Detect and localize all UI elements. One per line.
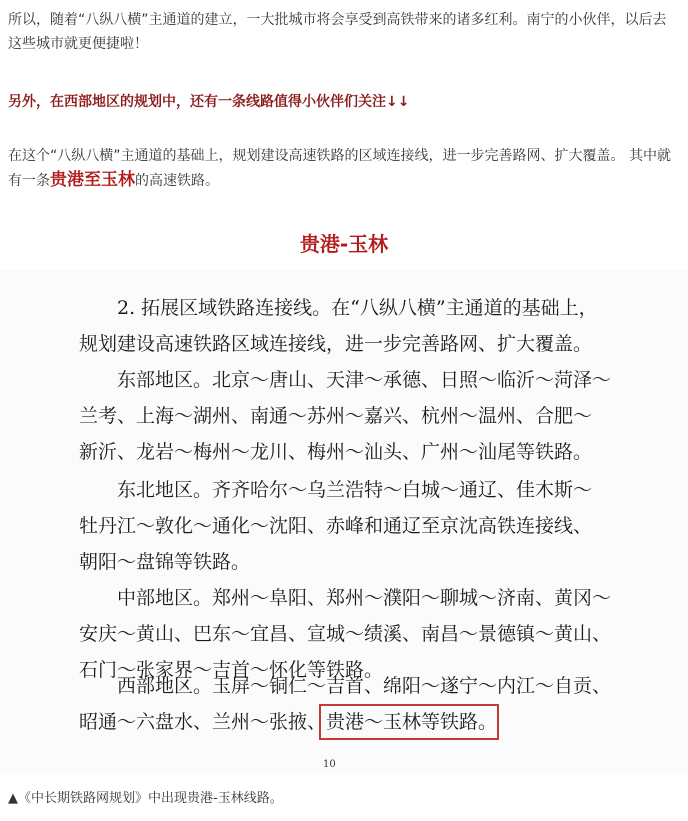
scan-line: 西部地区。玉屏～铜仁～吉首、绵阳～遂宁～内江～自贡、 [117,675,612,697]
scan-line: 兰考、上海～湖州、南通～苏州～嘉兴、杭州～温州、合肥～ [79,405,593,427]
intro-paragraph-3 [8,144,680,193]
image-caption: ▲《中长期铁路网规划》中出现贵港-玉林线路。 [8,791,283,806]
document-scan-image [0,270,688,775]
scan-line: 东部地区。北京～唐山、天津～承德、日照～临沂～菏泽～ [117,369,612,391]
scan-line: 规划建设高速铁路区域连接线，进一步完善路网、扩大覆盖。 [79,333,593,355]
section-title: 贵港-玉林 [299,232,389,256]
intro-paragraph-3-before: 在这个“八纵八横”主通道的基础上，规划建设高速铁路的区域连接线，进一步完善路网、扩大覆盖。 其中就有一条 [8,148,671,189]
route-highlight-box [319,704,499,740]
intro-paragraph-2: 另外，在西部地区的规划中，还有一条线路值得小伙伴们关注↓↓ [8,94,410,110]
scan-line: 东北地区。齐齐哈尔～乌兰浩特～白城～通辽、佳木斯～ [117,479,593,501]
scan-line: 石门～张家界～吉首～怀化等铁路。 [79,659,384,681]
intro-paragraph-1: 所以，随着“八纵八横”主通道的建立，一大批城市将会享受到高铁带来的诸多红利。南宁的小伙伴，以后去这些城市就更便捷啦！ [8,12,667,52]
scan-line: 2. 拓展区域铁路连接线。在“八纵八横”主通道的基础上， [117,297,598,319]
scan-line: 新沂、龙岩～梅州～龙川、梅州～汕头、广州～汕尾等铁路。 [79,441,593,463]
scan-line: 牡丹江～敦化～通化～沈阳、赤峰和通辽至京沈高铁连接线、 [79,515,593,537]
intro-paragraph-3-after: 的高速铁路。 [135,173,219,189]
scan-line: 昭通～六盘水、兰州～张掖、贵港～玉林等铁路。 [79,711,498,733]
page-number: 10 [323,759,336,770]
scan-line: 中部地区。郑州～阜阳、郑州～濮阳～聊城～济南、黄冈～ [117,587,612,609]
scan-line: 安庆～黄山、巴东～宜昌、宣城～绩溪、南昌～景德镇～黄山、 [79,623,612,645]
scan-line: 朝阳～盘锦等铁路。 [79,551,251,573]
highlight-route: 贵港至玉林 [50,170,135,190]
